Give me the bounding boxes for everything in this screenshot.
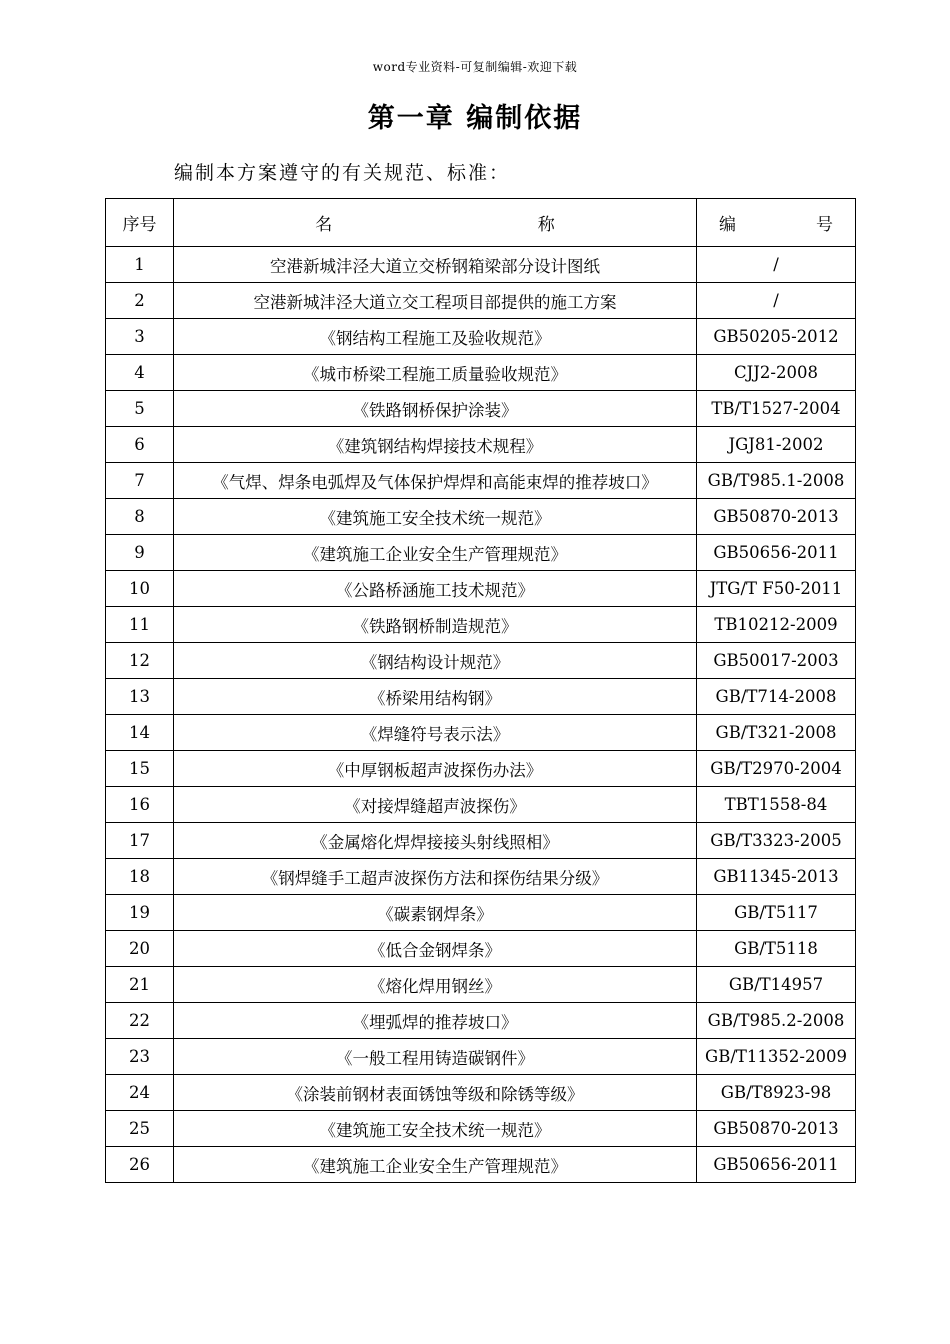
row-code: GB/T985.2-2008 — [697, 1003, 856, 1039]
row-name: 《焊缝符号表示法》 — [174, 715, 697, 751]
row-code: GB/T2970-2004 — [697, 751, 856, 787]
table-row — [106, 391, 856, 427]
intro-text: 编制本方案遵守的有关规范、标准： — [174, 162, 511, 184]
row-code: JGJ81-2002 — [697, 427, 856, 463]
table-body — [106, 247, 856, 1183]
header-num: 序号 — [106, 199, 174, 247]
table-row — [106, 499, 856, 535]
row-number: 22 — [106, 1003, 174, 1039]
row-code: GB/T5117 — [697, 895, 856, 931]
row-code: TBT1558-84 — [697, 787, 856, 823]
table-row — [106, 535, 856, 571]
row-name: 《建筑施工安全技术统一规范》 — [174, 1111, 697, 1147]
row-code: GB/T985.1-2008 — [697, 463, 856, 499]
header-name: 名 称 — [174, 199, 697, 247]
table-header-row — [106, 199, 856, 247]
table-row — [106, 319, 856, 355]
row-name: 《城市桥梁工程施工质量验收规范》 — [174, 355, 697, 391]
row-name: 《中厚钢板超声波探伤办法》 — [174, 751, 697, 787]
row-code: TB/T1527-2004 — [697, 391, 856, 427]
header-note: word专业资料-可复制编辑-欢迎下载 — [372, 60, 578, 74]
row-number: 12 — [106, 643, 174, 679]
row-name: 《低合金钢焊条》 — [174, 931, 697, 967]
row-name: 《桥梁用结构钢》 — [174, 679, 697, 715]
table-row — [106, 283, 856, 319]
row-name: 空港新城沣泾大道立交工程项目部提供的施工方案 — [174, 283, 697, 319]
row-code: GB50205-2012 — [697, 319, 856, 355]
table-row — [106, 1039, 856, 1075]
row-code: GB50017-2003 — [697, 643, 856, 679]
table-row — [106, 427, 856, 463]
row-number: 7 — [106, 463, 174, 499]
row-name: 《钢结构工程施工及验收规范》 — [174, 319, 697, 355]
row-number: 17 — [106, 823, 174, 859]
row-name: 《建筑施工安全技术统一规范》 — [174, 499, 697, 535]
table-row — [106, 1111, 856, 1147]
header-code — [697, 199, 856, 247]
row-number: 2 — [106, 283, 174, 319]
row-number: 21 — [106, 967, 174, 1003]
row-number: 15 — [106, 751, 174, 787]
row-code: GB50870-2013 — [697, 1111, 856, 1147]
table-row — [106, 463, 856, 499]
row-number: 10 — [106, 571, 174, 607]
row-number: 6 — [106, 427, 174, 463]
row-name: 空港新城沣泾大道立交桥钢箱梁部分设计图纸 — [174, 247, 697, 283]
row-number: 18 — [106, 859, 174, 895]
row-number: 20 — [106, 931, 174, 967]
row-name: 《碳素钢焊条》 — [174, 895, 697, 931]
row-number: 13 — [106, 679, 174, 715]
table-row — [106, 355, 856, 391]
row-code: CJJ2-2008 — [697, 355, 856, 391]
row-number: 26 — [106, 1147, 174, 1183]
row-number: 1 — [106, 247, 174, 283]
row-code: GB/T11352-2009 — [697, 1039, 856, 1075]
row-name: 《建筑钢结构焊接技术规程》 — [174, 427, 697, 463]
row-number: 8 — [106, 499, 174, 535]
row-name: 《钢结构设计规范》 — [174, 643, 697, 679]
row-name: 《钢焊缝手工超声波探伤方法和探伤结果分级》 — [174, 859, 697, 895]
row-code: GB/T14957 — [697, 967, 856, 1003]
row-code: / — [697, 283, 856, 319]
table-row — [106, 607, 856, 643]
row-name: 《熔化焊用钢丝》 — [174, 967, 697, 1003]
table-row — [106, 967, 856, 1003]
row-name: 《涂装前钢材表面锈蚀等级和除锈等级》 — [174, 1075, 697, 1111]
row-code: GB/T5118 — [697, 931, 856, 967]
table-row — [106, 571, 856, 607]
table-row — [106, 895, 856, 931]
row-code: GB50870-2013 — [697, 499, 856, 535]
row-name: 《建筑施工企业安全生产管理规范》 — [174, 535, 697, 571]
table-row — [106, 715, 856, 751]
row-name: 《一般工程用铸造碳钢件》 — [174, 1039, 697, 1075]
row-code: GB/T321-2008 — [697, 715, 856, 751]
row-number: 24 — [106, 1075, 174, 1111]
row-name: 《金属熔化焊焊接接头射线照相》 — [174, 823, 697, 859]
row-name: 《埋弧焊的推荐坡口》 — [174, 1003, 697, 1039]
row-number: 19 — [106, 895, 174, 931]
table-row — [106, 1147, 856, 1183]
row-code: / — [697, 247, 856, 283]
row-name: 《气焊、焊条电弧焊及气体保护焊焊和高能束焊的推荐坡口》 — [174, 463, 697, 499]
header-code-left: 编 — [719, 215, 736, 235]
row-code: JTG/T F50-2011 — [697, 571, 856, 607]
row-code: GB/T3323-2005 — [697, 823, 856, 859]
table-row — [106, 931, 856, 967]
row-name: 《铁路钢桥制造规范》 — [174, 607, 697, 643]
row-code: GB50656-2011 — [697, 1147, 856, 1183]
row-number: 14 — [106, 715, 174, 751]
row-name: 《公路桥涵施工技术规范》 — [174, 571, 697, 607]
row-number: 25 — [106, 1111, 174, 1147]
row-number: 23 — [106, 1039, 174, 1075]
chapter-title: 第一章 编制依据 — [367, 103, 583, 134]
row-code: GB50656-2011 — [697, 535, 856, 571]
table-row — [106, 823, 856, 859]
table-row — [106, 247, 856, 283]
row-number: 5 — [106, 391, 174, 427]
row-code: GB/T714-2008 — [697, 679, 856, 715]
row-code: TB10212-2009 — [697, 607, 856, 643]
header-code-right: 号 — [816, 215, 833, 235]
table-row — [106, 751, 856, 787]
row-code: GB/T8923-98 — [697, 1075, 856, 1111]
row-number: 16 — [106, 787, 174, 823]
standards-table — [105, 198, 856, 1183]
row-number: 3 — [106, 319, 174, 355]
table-row — [106, 679, 856, 715]
row-code: GB11345-2013 — [697, 859, 856, 895]
row-name: 《铁路钢桥保护涂装》 — [174, 391, 697, 427]
table-row — [106, 859, 856, 895]
row-number: 11 — [106, 607, 174, 643]
row-number: 9 — [106, 535, 174, 571]
table-row — [106, 643, 856, 679]
row-name: 《建筑施工企业安全生产管理规范》 — [174, 1147, 697, 1183]
table-row — [106, 787, 856, 823]
table-row — [106, 1075, 856, 1111]
table-row — [106, 1003, 856, 1039]
row-name: 《对接焊缝超声波探伤》 — [174, 787, 697, 823]
row-number: 4 — [106, 355, 174, 391]
